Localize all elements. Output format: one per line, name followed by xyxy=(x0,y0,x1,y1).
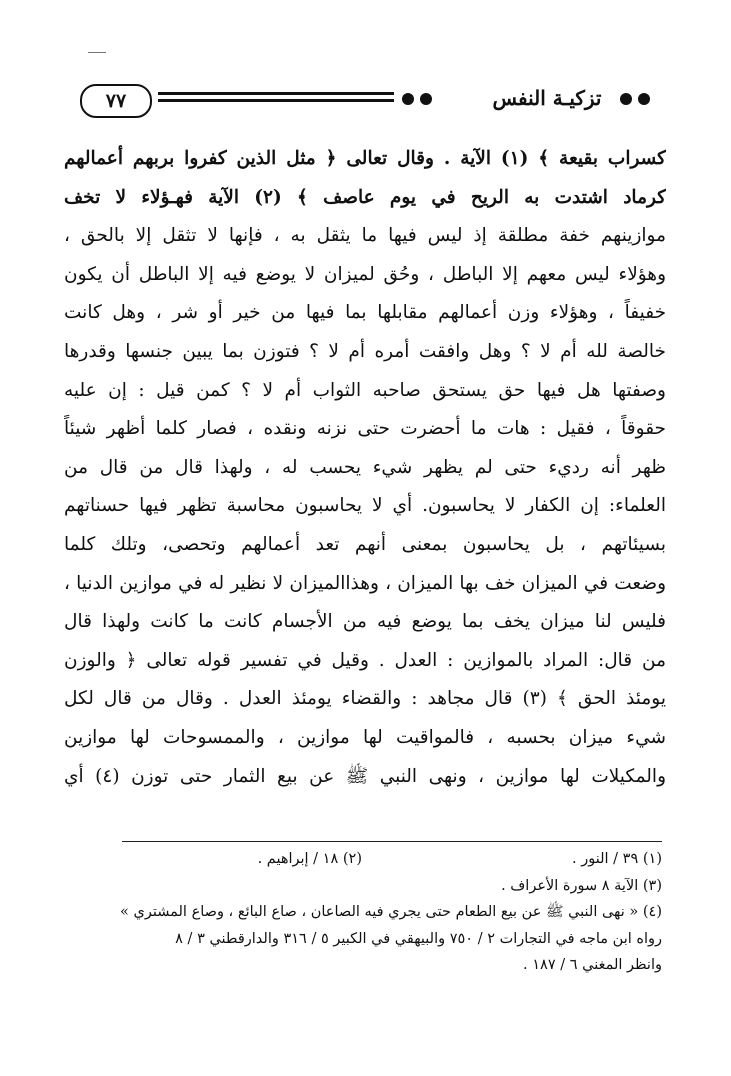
ornament-dot xyxy=(638,93,650,105)
footnote-4-line-1: (٤) « نهى النبي ﷺ عن بيع الطعام حتى يجري فيه الصاعان ، صاع البائع ، وصاع المشتري » xyxy=(119,904,662,920)
text-line: حقوقاً ، فقيل : هات ما أحضرت حتى نزنه ونقده ، فصار كلما أظهر شيئاً xyxy=(64,418,666,440)
footnotes xyxy=(90,846,662,979)
text-line: خالصة لله أم لا ؟ وهل وافقت أمره أم لا ؟ فتوزن بما يبين جنسها وقدرها xyxy=(64,340,666,362)
ornament-dot xyxy=(402,93,414,105)
footnote-1: (١) ٣٩ / النور . xyxy=(572,851,662,867)
header-rule xyxy=(158,92,394,106)
page-header xyxy=(74,80,662,122)
ornament-dot xyxy=(420,93,432,105)
text-line: وضعت في الميزان خف بها الميزان ، وهذاالميزان لا نظير له في موازين الدنيا ، xyxy=(64,572,666,594)
page-number: ٧٧ xyxy=(80,84,152,118)
running-title: تزكيـة النفس xyxy=(492,86,602,110)
text-line: ظهر أنه رديء حتى لم يظهر شيء يحسب له ، ولهذا قال من قال من xyxy=(64,456,666,478)
footnote-separator xyxy=(122,841,662,842)
footnote-3: (٣) الآية ٨ سورة الأعراف . xyxy=(501,877,662,894)
text-line: العلماء: إن الكفار لا يحاسبون. أي لا يحاسبون محاسبة تظهر فيها حسناتهم xyxy=(64,495,666,517)
text-line: خفيفاً ، وهؤلاء وزن أعمالهم مقابلها بما فيها من خير أو شر ، وهل كانت xyxy=(64,302,666,324)
text-line: من قال: المراد بالموازين : العدل . وقيل في تفسير قوله تعالى ﴿ والوزن xyxy=(64,649,666,671)
text-line: شيء ميزان بحسبه ، فالمواقيت لها موازين ، والممسوحات لها موازين xyxy=(64,726,666,748)
text-line: موازينهم خفة مطلقة إذ ليس فيها ما يثقل به ، فإنها لا تثقل إلا بالحق ، xyxy=(64,225,666,247)
text-line: كرماد اشتدت به الريح في يوم عاصف ﴾ (٢) الآية فهـؤلاء لا تخف xyxy=(64,186,666,208)
text-line: فليس لنا ميزان يخف بما يوضع فيه من الأجسام كانت ما كانت ولهذا قال xyxy=(64,611,666,633)
footnote-2: (٢) ١٨ / إبراهيم . xyxy=(257,851,362,867)
footnote-row xyxy=(90,846,662,873)
text-line: وهؤلاء ليس معهم إلا الباطل ، وحُق لميزان لا يوضع فيه إلا الباطل أن يكون xyxy=(64,263,666,285)
text-line: كسراب بقيعة ﴾ (١) الآية . وقال تعالى ﴿ مثل الذين كفروا بربهم أعمالهم xyxy=(64,148,666,169)
main-text xyxy=(64,140,666,796)
corner-mark xyxy=(88,52,106,53)
ornament-dot xyxy=(620,93,632,105)
footnote-4-line-2: رواه ابن ماجه في التجارات ٢ / ٧٥٠ والبيهقي في الكبير ٥ / ٣١٦ والدارقطني ٣ / ٨ xyxy=(175,930,662,947)
text-line: بسيئاتهم ، بل يحاسبون بمعنى أنهم تعد أعمالهم وتحصى، وتلك كلما xyxy=(64,533,666,555)
text-line: والمكيلات لها موازين ، ونهى النبي ﷺ عن بيع الثمار حتى توزن (٤) أي xyxy=(64,765,666,787)
text-line: يومئذ الحق ﴾ (٣) قال مجاهد : والقضاء يومئذ العدل . وقال من قال لكل xyxy=(64,688,666,710)
footnote-4-line-3: وانظر المغني ٦ / ١٨٧ . xyxy=(523,957,662,973)
text-line: وصفتها هل فيها حق يستحق صاحبه الثواب أم لا ؟ كمن قيل : إن عليه xyxy=(64,379,666,401)
